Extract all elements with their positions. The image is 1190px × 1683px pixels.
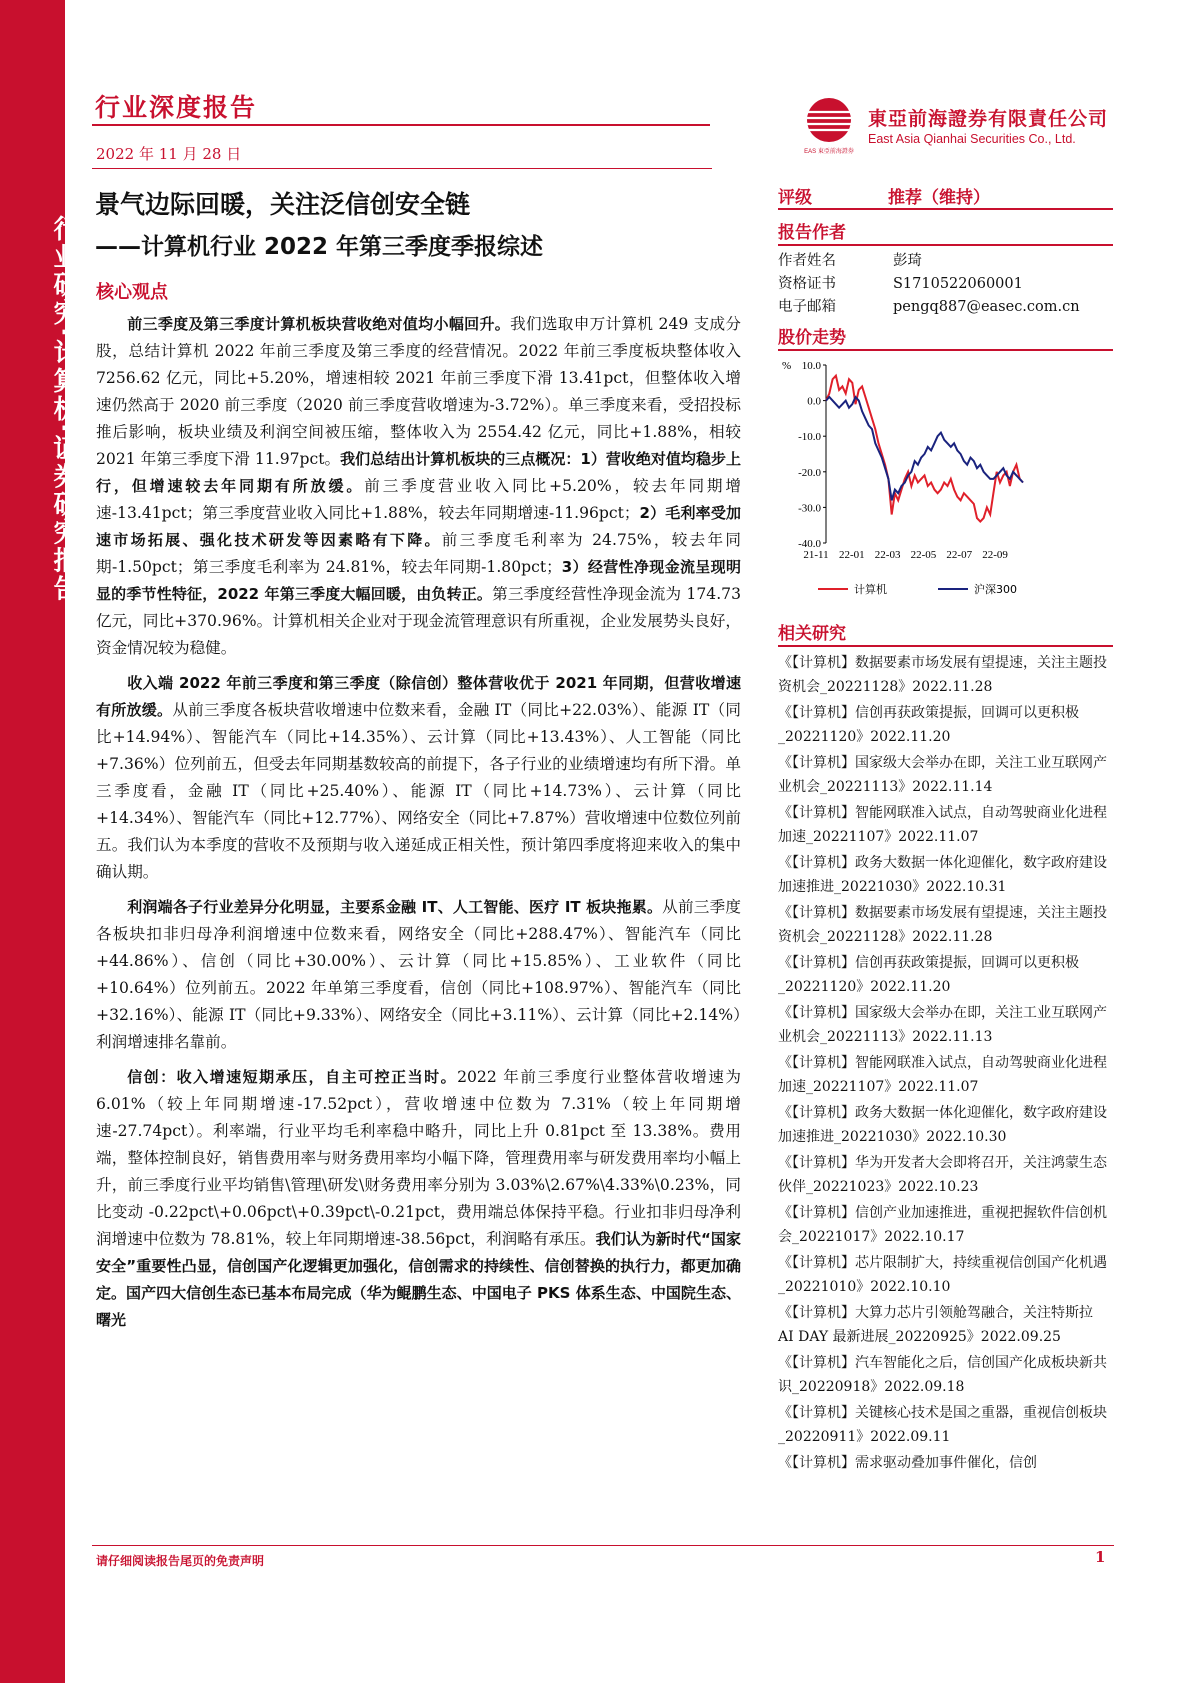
body-text: 从前三季度各板块营收增速中位数来看，金融 IT（同比+22.03%）、能源 IT（同比+14.94%）、智能汽车（同比+14.35%）、云计算（同比+13.43%）、人工智能（同比+7.36%）位列前五，但受去年同期基数较高的前提下，各子行业的业绩增速均有所下滑。单三季度看，金融 IT（同比+25.40%）、能源 IT（同比+14.73%）、云计算（同比+14.34%）、智能汽车（同比+12.77%）、网络安全（同比+7.87%）营收增速中位数位列前五。我们认为本季度的营收不及预期与收入递延成正相关性，预计第四季度将迎来收入的集中确认期。 [96,701,741,881]
x-tick-label: 22-05 [910,549,937,561]
header-divider [92,124,710,126]
related-item[interactable]: 《【计算机】关键核心技术是国之重器，重视信创板块_20220911》2022.09.11 [778,1405,1107,1445]
author-cert-key: 资格证书 [778,276,836,292]
x-tick-label: 22-07 [946,549,973,561]
body-text: 前三季度营业收入同比+5.20%，较去年同期增速-13.41pct；第三季度营业收入同比+1.88%，较去年同期增速-11.96pct； [96,477,741,522]
related-item[interactable]: 《【计算机】信创再获政策提振，回调可以更积极_20221120》2022.11.20 [778,705,1079,745]
legend-label: 计算机 [854,583,887,596]
page-number: 1 [1095,1548,1106,1566]
date-divider [92,168,712,169]
report-title: 景气边际回暖，关注泛信创安全链 [95,190,471,219]
author-cert-value: S1710522060001 [893,276,1023,292]
related-item[interactable]: 《【计算机】政务大数据一体化迎催化，数字政府建设加速推进_20221030》2022.10.30 [778,1105,1107,1145]
price-chart-svg [778,351,1113,611]
related-item[interactable]: 《【计算机】智能网联准入试点，自动驾驶商业化进程加速_20221107》2022.11.07 [778,1055,1107,1095]
bold-text: 2）毛利率受加速市场拓展、强化技术研发等因素略有下降。 [96,504,741,549]
right-column [778,178,1113,1477]
bold-text: 我们认为新时代“国家安全”重要性凸显，信创国产化逻辑更加强化，信创需求的持续性、信创替换的执行力，都更加确定。国产四大信创生态已基本布局完成（华为鲲鹏生态、中国电子 PKS 体系生态、中国院生态、曙光 [96,1230,741,1329]
related-item[interactable]: 《【计算机】华为开发者大会即将召开，关注鸿蒙生态伙伴_20221023》2022.10.23 [778,1155,1107,1195]
sidebar-band [0,0,79,1683]
company-logo [798,94,1118,164]
price-chart [778,351,1113,611]
company-name-cn: 東亞前海證券有限責任公司 [868,108,1109,130]
author-email-row [778,296,1113,319]
bold-text: 3）经营性净现金流呈现明显的季节性特征，2022 年第三季度大幅回暖，由负转正。 [96,558,741,603]
related-item[interactable]: 《【计算机】数据要素市场发展有望提速，关注主题投资机会_20221128》2022.11.28 [778,655,1107,695]
y-tick-label: 10.0 [801,360,821,372]
rating-row [778,178,1113,210]
bold-text: 收入端 2022 年前三季度和第三季度（除信创）整体营收优于 2021 年同期，但营收增速有所放缓。 [96,674,741,719]
related-item[interactable]: 《【计算机】需求驱动叠加事件催化，信创 [778,1455,1037,1471]
y-axis-unit: % [782,360,792,372]
author-heading: 报告作者 [778,218,1113,246]
y-tick-label: 0.0 [807,395,821,408]
core-paragraph [96,894,741,1056]
related-item[interactable]: 《【计算机】智能网联准入试点，自动驾驶商业化进程加速_20221107》2022.11.07 [778,805,1107,845]
related-item[interactable]: 《【计算机】信创再获政策提振，回调可以更积极_20221120》2022.11.20 [778,955,1079,995]
author-email-key: 电子邮箱 [778,299,836,315]
related-item[interactable]: 《【计算机】政务大数据一体化迎催化，数字政府建设加速推进_20221030》2022.10.31 [778,855,1107,895]
core-body [96,311,741,1342]
core-paragraph [96,311,741,662]
y-tick-label: -40.0 [798,538,821,550]
body-text: 从前三季度各板块扣非归母净利润增速中位数来看，网络安全（同比+288.47%）、智能汽车（同比+44.86%）、信创（同比+30.00%）、云计算（同比+15.85%）、工业软件（同比+10.64%）位列前五。2022 年单第三季度看，信创（同比+108.97%）、智能汽车（同比+32.16%）、能源 IT（同比+9.33%）、网络安全（同比+3.11%）、云计算（同比+2.14%）利润增速排名靠前。 [96,898,741,1051]
legend-label: 沪深300 [974,583,1017,596]
bold-text: 我们总结出计算机板块的三点概况：1）营收绝对值均稳步上行，但增速较去年同期有所放缓。 [96,450,741,495]
rating-value: 推荐（维持） [888,188,990,208]
bold-text: 前三季度及第三季度计算机板块营收绝对值均小幅回升。 [127,315,511,333]
related-item[interactable]: 《【计算机】信创产业加速推进，重视把握软件信创机会_20221017》2022.10.17 [778,1205,1107,1245]
body-text: 2022 年前三季度行业整体营收增速为 6.01%（较上年同期增速-17.52pct），营收增速中位数为 7.31%（较上年同期增速-27.74pct）。利率端，行业平均毛利率稳中略升，同比上升 0.81pct 至 13.38%。费用端，整体控制良好，销售费用率与财务费用率均小幅下降，管理费用率与研发费用率均小幅上升，前三季度行业平均销售\管理\研发\财务费用率分别为 3.03%\2.67%\4.33%\0.23%，同比变动 -0.22pct\+0.06pct\+0.39pct\-0.21pct，费用端总体保持平稳。行业扣非归母净利润增速中位数为 78.81%，较上年同期增速-38.56pct，利润略有承压。 [96,1068,741,1248]
author-cert-row [778,273,1113,296]
author-info [778,250,1113,319]
sidebar-label: 行业研究·计算机·证券研究报告 [49,215,79,603]
body-text: 第三季度经营性净现金流为 174.73 亿元，同比+370.96%。计算机相关企业对于现金流管理意识有所重视，企业发展势头良好，资金情况较为稳健。 [96,585,741,657]
author-name-row [778,250,1113,273]
x-tick-label: 22-09 [982,549,1008,561]
body-text: 我们选取申万计算机 249 支成分股，总结计算机 2022 年前三季度及第三季度的经营情况。2022 年前三季度板块整体收入 7256.62 亿元，同比+5.20%，增速相较 2021 年前三季度下滑 13.41pct，但整体收入增速仍然高于 2020 前三季度（2020 前三季度营收增速为-3.72%）。单三季度来看，受招投标推后影响，板块业绩及利润空间被压缩，整体收入为 2554.42 亿元，同比+1.88%，相较 2021 年第三季度下滑 11.97pct。 [96,315,741,468]
report-date: 2022 年 11 月 28 日 [96,145,242,163]
y-tick-label: -30.0 [798,502,821,515]
related-heading: 相关研究 [778,619,1113,647]
rating-label: 评级 [778,188,812,208]
related-item[interactable]: 《【计算机】国家级大会举办在即，关注工业互联网产业机会_20221113》2022.11.13 [778,1005,1107,1045]
bold-text: 利润端各子行业差异分化明显，主要系金融 IT、人工智能、医疗 IT 板块拖累。 [127,898,663,916]
bold-text: 信创：收入增速短期承压，自主可控正当时。 [127,1068,458,1086]
y-tick-label: -10.0 [798,431,821,444]
related-item[interactable]: 《【计算机】芯片限制扩大，持续重视信创国产化机遇_20221010》2022.10.10 [778,1255,1107,1295]
report-subtitle: ——计算机行业 2022 年第三季度季报综述 [95,234,544,260]
related-list [778,651,1113,1475]
core-paragraph [96,1064,741,1334]
core-heading: 核心观点 [96,282,168,303]
logo-emblem-icon [798,94,860,156]
price-heading: 股价走势 [778,323,1113,351]
report-type: 行业深度报告 [95,93,258,122]
x-tick-label: 21-11 [803,549,829,561]
author-email-value[interactable]: pengq887@easec.com.cn [893,299,1080,315]
author-name-key: 作者姓名 [778,253,836,269]
x-tick-label: 22-03 [874,549,901,561]
core-paragraph [96,670,741,886]
related-item[interactable]: 《【计算机】大算力芯片引领舱驾融合，关注特斯拉 AI DAY 最新进展_20220925》2022.09.25 [778,1305,1093,1345]
author-name-value: 彭琦 [893,253,922,269]
y-tick-label: -20.0 [798,466,821,479]
footer-disclaimer[interactable]: 请仔细阅读报告尾页的免责声明 [96,1554,265,1568]
series-line-1 [826,397,1023,500]
x-tick-label: 22-01 [838,549,865,561]
footer-divider [92,1545,1114,1546]
related-item[interactable]: 《【计算机】汽车智能化之后，信创国产化成板块新共识_20220918》2022.09.18 [778,1355,1107,1395]
related-item[interactable]: 《【计算机】数据要素市场发展有望提速，关注主题投资机会_20221128》2022.11.28 [778,905,1107,945]
body-text: 前三季度毛利率为 24.75%，较去年同期-1.50pct；第三季度毛利率为 24.81%，较去年同期-1.80pct； [96,531,741,576]
company-name-en: East Asia Qianhai Securities Co., Ltd. [868,132,1076,146]
logo-small-text: EAS 東亞前海證券 [804,149,854,155]
related-item[interactable]: 《【计算机】国家级大会举办在即，关注工业互联网产业机会_20221113》2022.11.14 [778,755,1107,795]
